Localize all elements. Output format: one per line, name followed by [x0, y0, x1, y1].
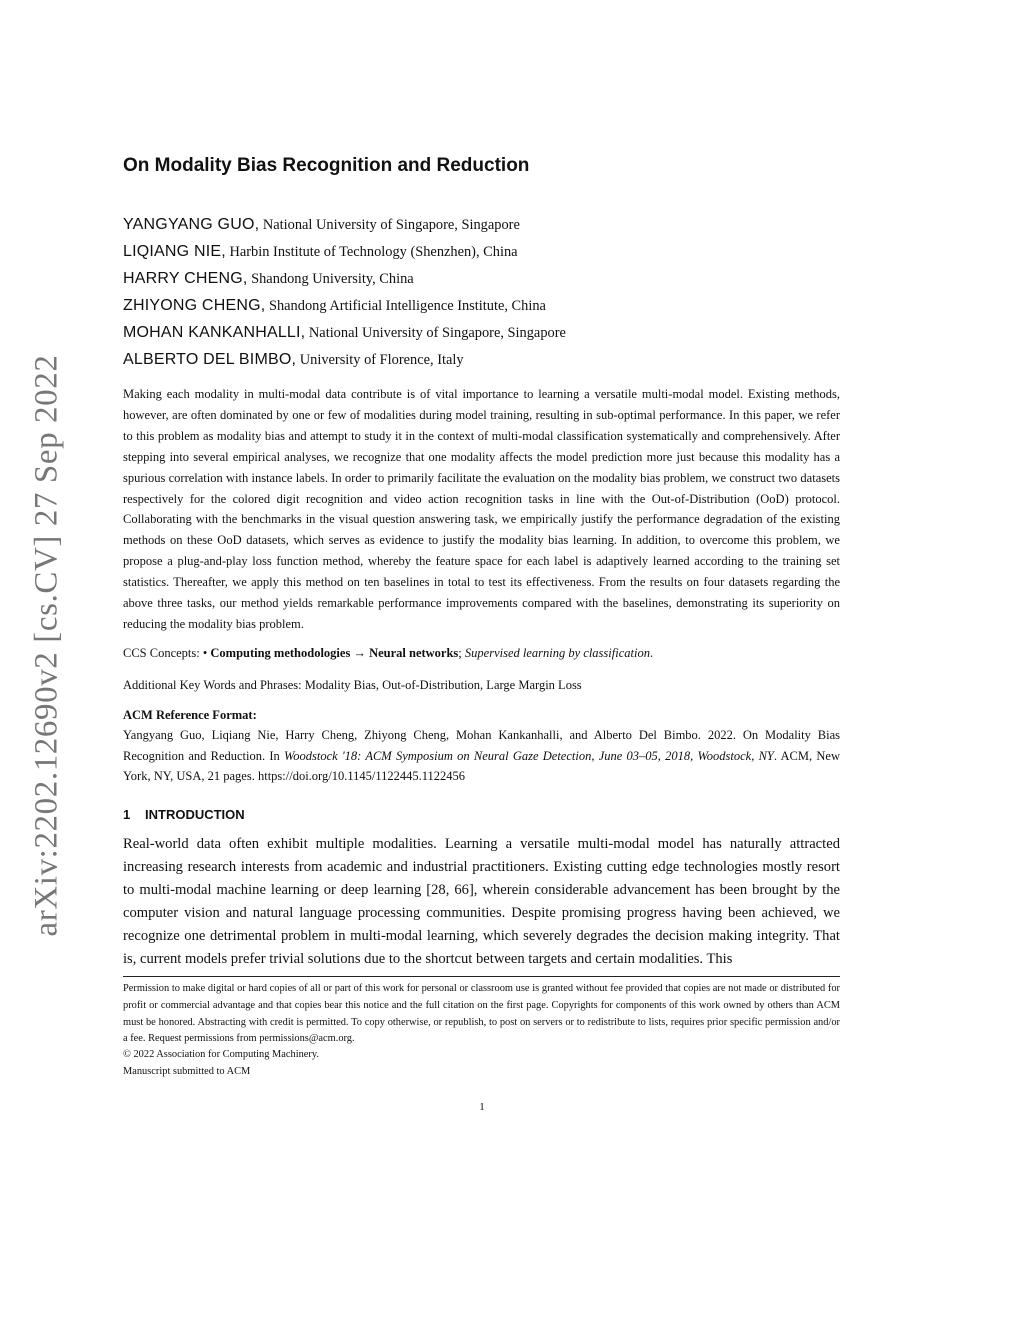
section-title: INTRODUCTION [145, 807, 245, 822]
keywords: Additional Key Words and Phrases: Modality Bias, Out-of-Distribution, Large Margin Loss [123, 678, 582, 692]
page-number: 1 [479, 1101, 485, 1113]
author-entry [123, 346, 840, 373]
author-entry [123, 265, 840, 292]
footnote-divider [123, 976, 840, 977]
intro-paragraph: Real-world data often exhibit multiple modalities. Learning a versatile multi-modal model has naturally attracted increasing research interests from academic and industrial practitioners. Existing cutting edge technologies mostly resort to multi-modal machine learning or deep learning [28, 66], wherein considerable advancement has been brought by the computer vision and natural language processing communities. Despite promising progress having been achieved, we recognize one detrimental problem in multi-modal learning, which severely degrades the decision making integrity. That is, current models prefer trivial solutions due to the shortcut between targets and certain modalities. This [123, 836, 840, 968]
arxiv-stamp [30, 353, 64, 938]
author-name: ZHIYONG CHENG, [123, 297, 266, 314]
author-name: HARRY CHENG, [123, 270, 248, 287]
abstract: Making each modality in multi-modal data contribute is of vital importance to learning a versatile multi-modal model. Existing methods, however, are often dominated by one or few of modalities during model training, resulting in sub-optimal performance. In this paper, we refer to this problem as modality bias and attempt to study it in the context of multi-modal classification systematically and comprehensively. After stepping into several empirical analyses, we recognize that one modality affects the model prediction more just because this modality has a spurious correlation with instance labels. In order to primarily facilitate the evaluation on the modality bias problem, we construct two datasets respectively for the colored digit recognition and video action recognition tasks in line with the Out-of-Distribution (OoD) protocol. Collaborating with the benchmarks in the visual question answering task, we empirically justify the performance degradation of the existing methods on these OoD datasets, which serves as evidence to justify the modality bias learning. In addition, to overcome this problem, we propose a plug-and-play loss function method, whereby the feature space for each label is adaptively learned according to the training set statistics. Thereafter, we apply this method on ten baselines in total to test its effectiveness. From the results on four datasets regarding the above three tasks, our method yields remarkable performance improvements compared with the baselines, demonstrating its superiority on reducing the modality bias problem. [123, 387, 840, 631]
author-entry [123, 238, 840, 265]
ccs-concept: Computing methodologies → Neural networks [210, 646, 459, 660]
arxiv-stamp-text: arXiv:2202.12690v2 [cs.CV] 27 Sep 2022 [28, 354, 65, 937]
author-affiliation: University of Florence, Italy [296, 352, 464, 368]
author-affiliation: Harbin Institute of Technology (Shenzhen), China [225, 244, 518, 260]
author-affiliation: National University of Singapore, Singapore [259, 217, 520, 233]
author-affiliation: Shandong University, China [247, 271, 414, 287]
ccs-concepts [123, 644, 840, 662]
manuscript-line: Manuscript submitted to ACM [123, 1066, 251, 1077]
author-entry [123, 319, 840, 346]
ccs-prefix: CCS Concepts: • [123, 646, 211, 660]
ccs-suffix: . [649, 646, 654, 660]
reference-format [123, 725, 840, 787]
permission-notice: Permission to make digital or hard copies of all or part of this work for personal or classroom use is granted without fee provided that copies are not made or distributed for profit or commercial advantage and that copies bear this notice and the full citation on the first page. Copyrights for components of this work owned by others than ACM must be honored. Abstracting with credit is permitted. To copy otherwise, or republish, to post on servers or to redistribute to lists, requires prior specific permission and/or a fee. Request permissions from permissions@acm.org. [123, 983, 840, 1045]
author-name: ALBERTO DEL BIMBO, [123, 351, 297, 368]
ccs-separator: ; [458, 646, 465, 660]
reference-venue: Woodstock '18: ACM Symposium on Neural Gaze Detection, June 03–05, 2018, Woodstock, NY [284, 748, 774, 763]
author-entry [123, 292, 840, 319]
reference-text: Yangyang Guo, Liqiang Nie, Harry Cheng, Zhiyong Cheng, Mohan Kankanhalli, and Alberto Del Bimbo. 2022. On Modality Bias Recognition and Reduction. In [123, 728, 840, 763]
ccs-subconcept: Supervised learning by classification [464, 646, 650, 660]
author-entry [123, 211, 840, 238]
reference-format-heading: ACM Reference Format: [123, 708, 257, 722]
author-name: LIQIANG NIE, [123, 243, 226, 260]
section-number: 1 [123, 807, 131, 822]
author-list [123, 211, 840, 373]
section-heading [123, 806, 840, 824]
author-name: YANGYANG GUO, [123, 216, 260, 233]
paper-title: On Modality Bias Recognition and Reduction [123, 155, 530, 176]
reference-text-end: . ACM, New York, NY, USA, 21 pages. https://doi.org/10.1145/1122445.1122456 [123, 748, 840, 783]
author-affiliation: Shandong Artificial Intelligence Institute, China [265, 298, 546, 314]
author-affiliation: National University of Singapore, Singapore [305, 325, 566, 341]
author-name: MOHAN KANKANHALLI, [123, 324, 306, 341]
copyright-line: © 2022 Association for Computing Machinery. [123, 1049, 319, 1060]
